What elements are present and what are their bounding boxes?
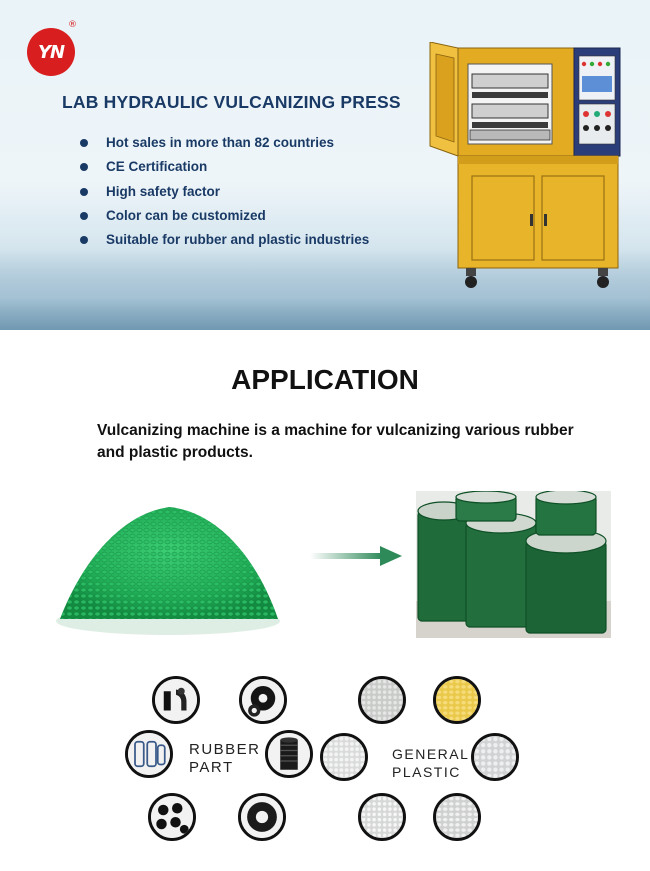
rubber-label-line1: RUBBER (189, 741, 261, 758)
bullet-icon (80, 188, 88, 196)
bullet-icon (80, 236, 88, 244)
feature-text: Color can be customized (106, 207, 266, 223)
bullet-icon (80, 139, 88, 147)
registered-mark: ® (68, 20, 77, 30)
plastic-pellets-circle (358, 676, 406, 724)
plastic-label-line1: GENERAL (392, 746, 470, 762)
general-plastic-label (392, 745, 469, 781)
yellow-pellets-circle (433, 676, 481, 724)
application-heading: APPLICATION (231, 364, 419, 395)
feature-text: Hot sales in more than 82 countries (106, 135, 335, 150)
rubber-label-line2: PART (189, 759, 234, 776)
rubber-parts-circle (152, 676, 200, 724)
plastic-label-line2: PLASTIC (392, 764, 461, 780)
white-granules-circle (320, 733, 368, 781)
transparent-pellets-circle (358, 793, 406, 841)
feature-text: High safety factor (106, 183, 221, 199)
application-description: Vulcanizing machine is a machine for vulcanizing various rubber and plastic products. (97, 422, 574, 461)
bullet-icon (80, 212, 88, 220)
rubber-part-label (189, 741, 261, 777)
feature-item (80, 182, 369, 206)
conveyor-belts-image (416, 491, 611, 638)
green-granules-image (52, 491, 284, 641)
milky-pellets-circle (433, 793, 481, 841)
brand-logo-text: YN (37, 41, 65, 63)
feature-list (80, 133, 369, 254)
rubber-feet-circle (148, 793, 196, 841)
rubber-hose-circle (265, 730, 313, 778)
feature-item (80, 230, 369, 254)
rubber-ring-circle (239, 676, 287, 724)
product-banner (0, 0, 650, 330)
rubber-gasket-circle (125, 730, 173, 778)
banner-title: LAB HYDRAULIC VULCANIZING PRESS (62, 92, 401, 112)
rubber-seal-circle (238, 793, 286, 841)
clear-granules-circle (471, 733, 519, 781)
arrow-right-icon (310, 544, 402, 568)
vulcanizing-press-image (428, 42, 624, 292)
feature-text: Suitable for rubber and plastic industries (106, 232, 370, 248)
bullet-icon (80, 163, 88, 171)
feature-item (80, 206, 369, 230)
feature-item (80, 157, 369, 181)
brand-logo (27, 28, 75, 76)
feature-text: CE Certification (106, 159, 208, 175)
feature-item (80, 133, 369, 157)
